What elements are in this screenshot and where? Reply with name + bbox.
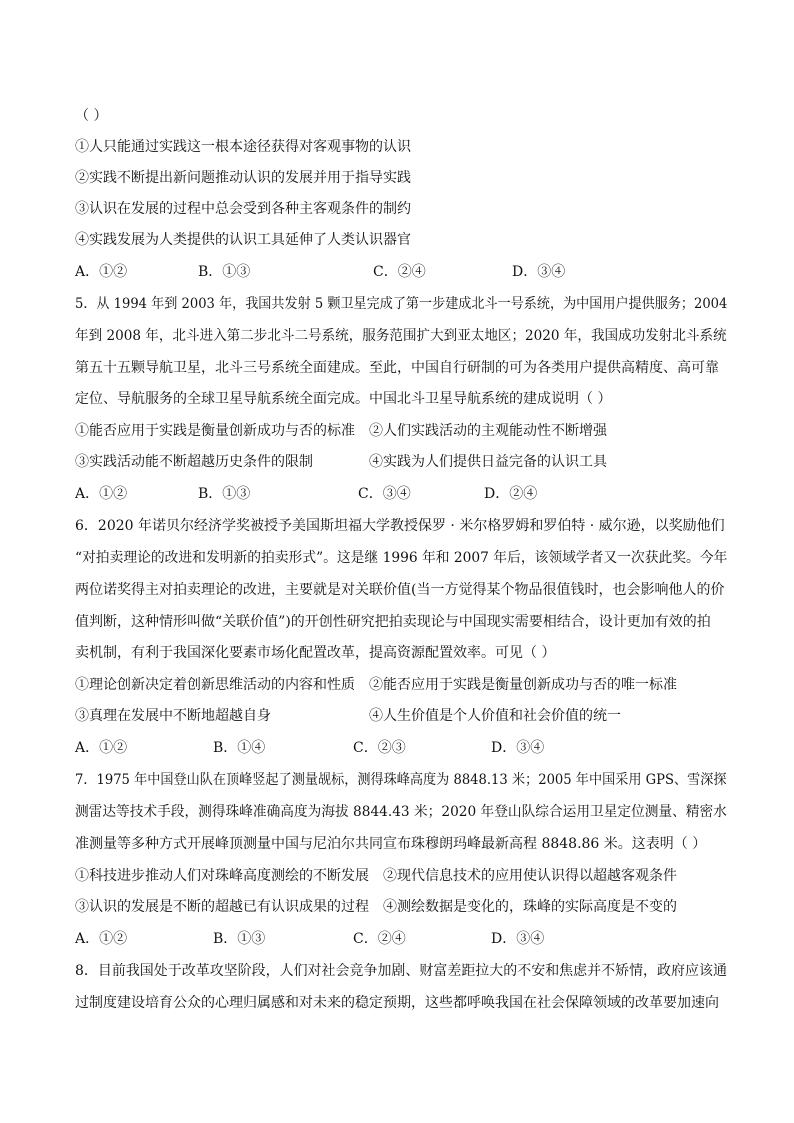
- q6-line-2: “对拍卖理论的改进和发明新的拍卖形式”。这是继 1996 年和 2007 年后，该领域学者又一次获此奖。今年: [75, 550, 728, 566]
- q5-option-d: D．②④: [484, 486, 538, 502]
- q5-item-1: ①能否应用于实践是衡量创新成功与否的标准 ②人们实践活动的主观能动性不断增强: [75, 423, 607, 439]
- q7-item-2: ③认识的发展是不断的超越已有认识成果的过程 ④测绘数据是变化的，珠峰的实际高度是不变的: [75, 899, 677, 915]
- q4-item-3: ③认识在发展的过程中总会受到各种主客观条件的制约: [75, 201, 411, 217]
- q7-line-2: 测雷达等技术手段，测得珠峰准确高度为海拔 8844.43 米；2020 年登山队综合运用卫星定位测量、精密水: [75, 804, 727, 820]
- q5-item-2: ③实践活动能不断超越历史条件的限制 ④实践为人们提供日益完备的认识工具: [75, 454, 607, 470]
- q7-item-1: ①科技进步推动人们对珠峰高度测绘的不断发展 ②现代信息技术的应用使认识得以超越客观条件: [75, 868, 677, 884]
- q4-option-a: A．①②: [75, 264, 128, 280]
- q4-option-d: D．③④: [512, 264, 566, 280]
- q6-option-b: B．①④: [213, 740, 266, 756]
- q4-item-2: ②实践不断提出新问题推动认识的发展并用于指导实践: [75, 170, 411, 186]
- q6-line-3: 两位诺奖得主对拍卖理论的改进，主要就是对关联价值(当一方觉得某个物品很值钱时，也会影响他人的价: [75, 582, 725, 598]
- q6-item-1: ①理论创新决定着创新思维活动的内容和性质 ②能否应用于实践是衡量创新成功与否的唯一标准: [75, 677, 677, 693]
- q6-line-4: 值判断，这种情形叫做“关联价值”)的开创性研究把拍卖现论与中国现实需要相结合，设计更加有效的拍: [75, 614, 711, 630]
- q8-line-1: 8．目前我国处于改革攻坚阶段，人们对社会竞争加剧、财富差距拉大的不安和焦虑并不矫情，政府应该通: [75, 963, 727, 979]
- q5-line-4: 定位、导航服务的全球卫星导航系统全面完成。中国北斗卫星导航系统的建成说明（ ）: [75, 391, 612, 407]
- q6-item-2: ③真理在发展中不断地超越自身 ④人生价值是个人价值和社会价值的统一: [75, 708, 621, 724]
- q5-line-1: 5．从 1994 年到 2003 年，我国共发射 5 颗卫星完成了第一步建成北斗一号系统，为中国用户提供服务；2004: [75, 296, 728, 312]
- q6-option-c: C．②③: [353, 740, 406, 756]
- q6-line-5: 卖机制，有利于我国深化要素市场化配置改革，提高资源配置效率。可见（ ）: [75, 645, 556, 661]
- q7-option-d: D．③④: [491, 931, 545, 947]
- q8-line-2: 过制度建设培育公众的心理归属感和对未来的稳定预期，这些都呼唤我国在社会保障领域的改革要加速向: [75, 995, 719, 1011]
- q7-option-a: A．①②: [75, 931, 128, 947]
- q4-option-b: B．①③: [198, 264, 251, 280]
- q5-line-2: 年到 2008 年，北斗进入第二步北斗二号系统，服务范围扩大到亚太地区；2020 年，我国成功发射北斗系统: [75, 328, 727, 344]
- q7-line-3: 准测量等多种方式开展峰顶测量中国与尼泊尔共同宣布珠穆朗玛峰最新高程 8848.86 米。这表明（ ）: [75, 836, 707, 852]
- q5-option-b: B．①③: [198, 486, 251, 502]
- q7-option-c: C．②④: [353, 931, 406, 947]
- q7-line-1: 7．1975 年中国登山队在顶峰竖起了测量觇标，测得珠峰高度为 8848.13 米；2005 年中国采用 GPS、雪深探: [75, 772, 727, 788]
- q7-option-b: B．①③: [213, 931, 266, 947]
- q6-option-d: D．③④: [491, 740, 545, 756]
- q6-line-1: 6．2020 年诺贝尔经济学奖被授予美国斯坦福大学教授保罗 · 米尔格罗姆和罗伯特 · 威尔逊，以奖励他们: [75, 518, 725, 534]
- q4-option-c: C．②④: [373, 264, 426, 280]
- q4-item-4: ④实践发展为人类提供的认识工具延伸了人类认识器官: [75, 232, 411, 248]
- q5-option-a: A．①②: [75, 486, 128, 502]
- q6-option-a: A．①②: [75, 740, 128, 756]
- q5-option-c: C．③④: [358, 486, 411, 502]
- q4-item-1: ①人只能通过实践这一根本途径获得对客观事物的认识: [75, 139, 411, 155]
- q5-line-3: 第五十五颗导航卫星，北斗三号系统全面建成。至此，中国自行研制的可为各类用户提供高精度、高可靠: [75, 360, 719, 376]
- q4-paren: （ ）: [75, 108, 108, 124]
